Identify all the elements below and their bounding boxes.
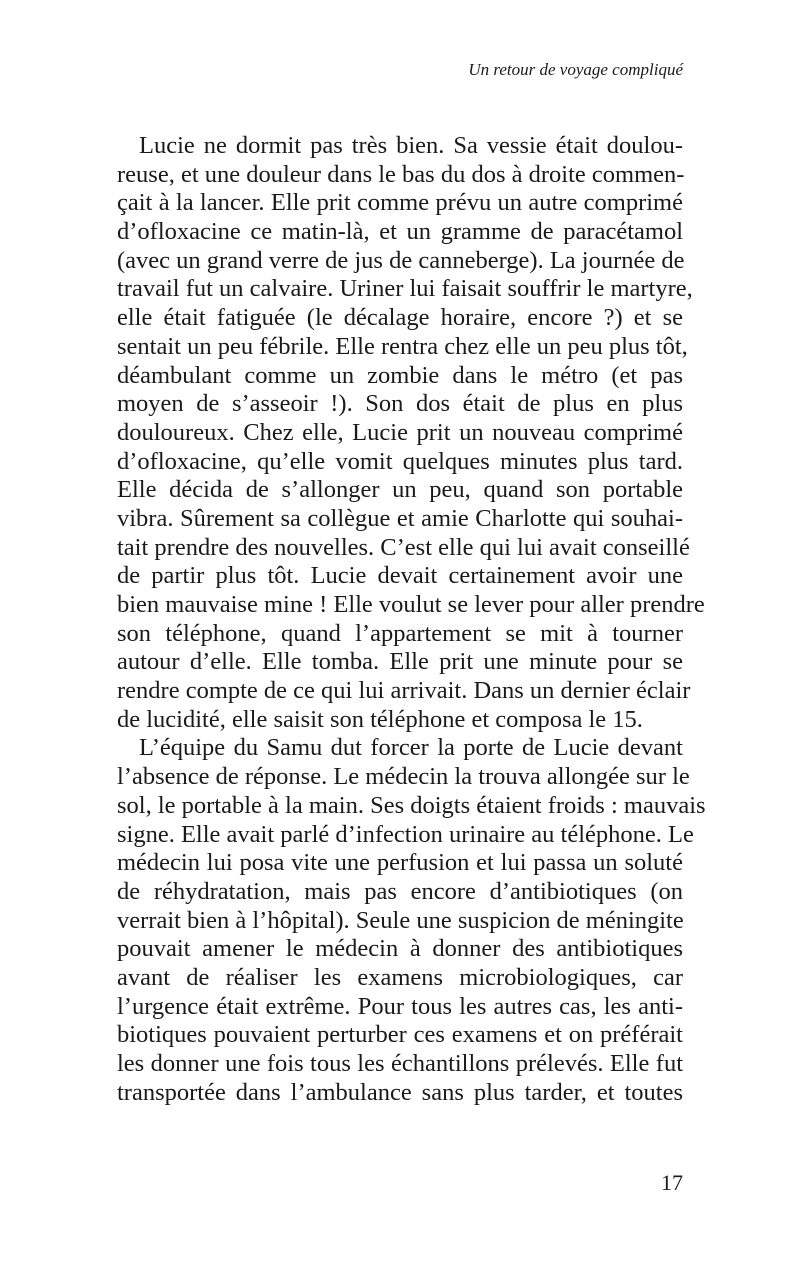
text-line: douloureux. Chez elle, Lucie prit un nouveau comprimé	[117, 418, 683, 446]
text-line: transportée dans l’ambulance sans plus tarder, et toutes	[117, 1078, 683, 1106]
text-line: d’ofloxacine ce matin-là, et un gramme de paracétamol	[117, 218, 683, 246]
text-line: sentait un peu fébrile. Elle rentra chez elle un peu plus tôt,	[117, 332, 688, 360]
text-line: (avec un grand verre de jus de canneberge). La journée de	[117, 246, 685, 274]
text-line: de réhydratation, mais pas encore d’antibiotiques (on	[117, 877, 683, 905]
text-line: déambulant comme un zombie dans le métro (et pas	[117, 361, 683, 389]
text-line: verrait bien à l’hôpital). Seule une suspicion de méningite	[117, 906, 684, 934]
text-line: de lucidité, elle saisit son téléphone et composa le 15.	[117, 705, 643, 733]
text-line: de partir plus tôt. Lucie devait certainement avoir une	[117, 562, 683, 590]
text-line: Elle décida de s’allonger un peu, quand son portable	[117, 476, 683, 504]
text-line: sol, le portable à la main. Ses doigts étaient froids : mauvais	[117, 791, 706, 819]
text-line: çait à la lancer. Elle prit comme prévu un autre comprimé	[117, 189, 683, 217]
page-number: 17	[661, 1170, 683, 1195]
text-line: l’absence de réponse. Le médecin la trouva allongée sur le	[117, 763, 690, 791]
text-line: médecin lui posa vite une perfusion et lui passa un soluté	[117, 849, 683, 877]
text-line: avant de réaliser les examens microbiologiques, car	[117, 963, 683, 991]
running-header: Un retour de voyage compliqué	[468, 60, 683, 79]
text-line: pouvait amener le médecin à donner des antibiotiques	[117, 935, 683, 963]
text-line: Lucie ne dormit pas très bien. Sa vessie était doulou-	[139, 132, 683, 159]
text-line: tait prendre des nouvelles. C’est elle qui lui avait conseillé	[117, 533, 690, 561]
text-line: travail fut un calvaire. Uriner lui faisait souffrir le martyre,	[117, 275, 693, 303]
text-line: rendre compte de ce qui lui arrivait. Dans un dernier éclair	[117, 677, 691, 705]
text-line: biotiques pouvaient perturber ces examens et on préférait	[117, 1021, 683, 1049]
text-line: bien mauvaise mine ! Elle voulut se lever pour aller prendre	[117, 591, 705, 618]
text-line: son téléphone, quand l’appartement se mit à tourner	[117, 619, 683, 647]
text-line: autour d’elle. Elle tomba. Elle prit une minute pour se	[117, 648, 683, 676]
text-line: moyen de s’asseoir !). Son dos était de plus en plus	[117, 390, 683, 418]
text-line: reuse, et une douleur dans le bas du dos à droite commen-	[117, 160, 685, 188]
text-line: elle était fatiguée (le décalage horaire, encore ?) et se	[117, 304, 683, 332]
text-line: les donner une fois tous les échantillons prélevés. Elle fut	[117, 1050, 683, 1077]
text-line: signe. Elle avait parlé d’infection urinaire au téléphone. Le	[117, 820, 694, 848]
body-text	[117, 132, 706, 1107]
text-line: l’urgence était extrême. Pour tous les autres cas, les anti-	[117, 992, 683, 1020]
text-line: d’ofloxacine, qu’elle vomit quelques minutes plus tard.	[117, 447, 683, 475]
text-line: L’équipe du Samu dut forcer la porte de Lucie devant	[139, 734, 683, 762]
text-line: vibra. Sûrement sa collègue et amie Charlotte qui souhai-	[117, 504, 683, 532]
